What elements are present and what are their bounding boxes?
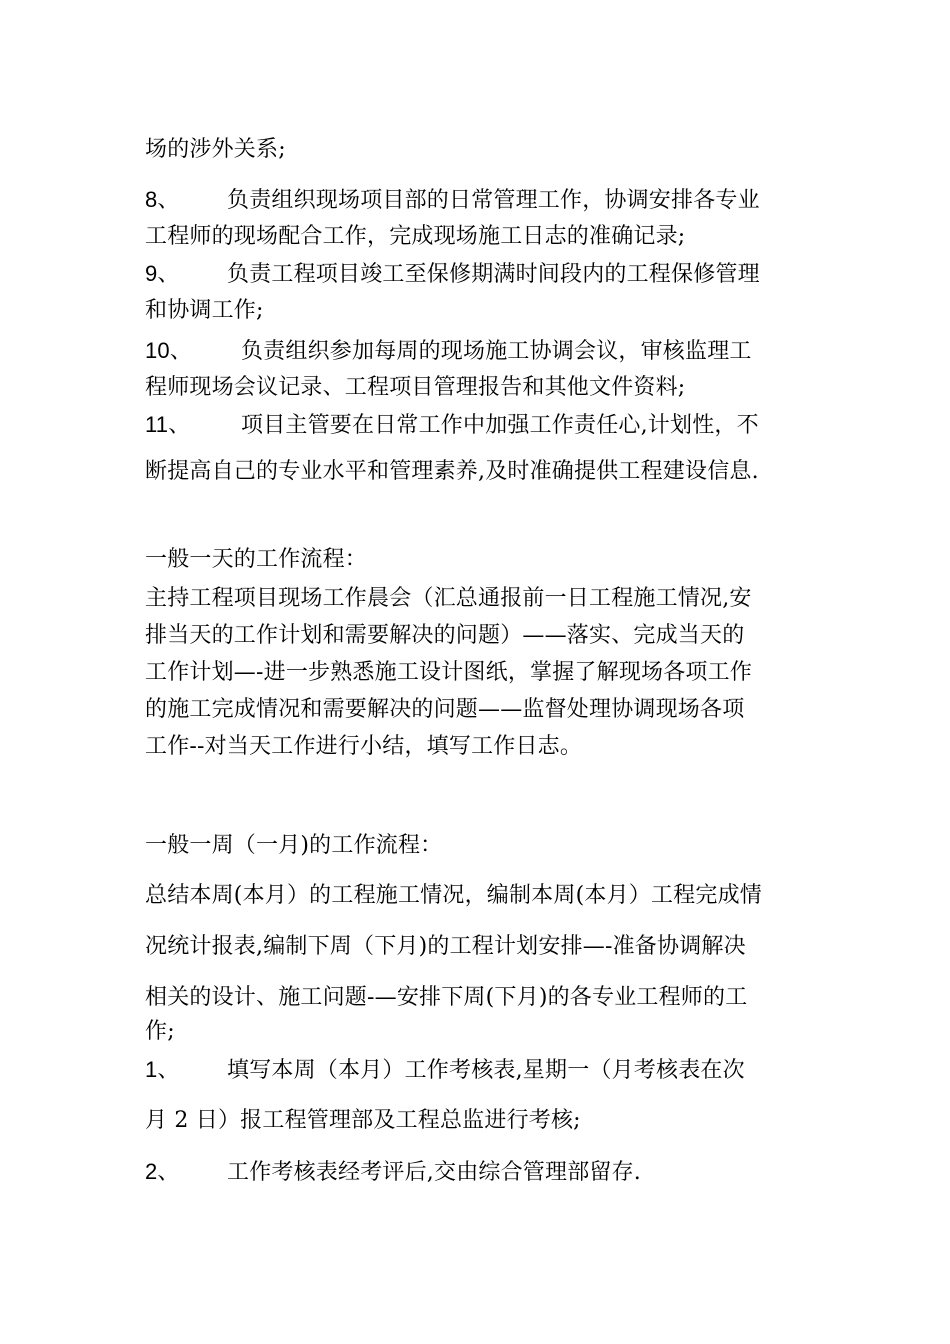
list-item-11-cont: 断提高自己的专业水平和管理素养,及时准确提供工程建设信息.: [145, 459, 759, 484]
daily-line-2: 排当天的工作计划和需要解决的问题）——落实、完成当天的: [145, 623, 745, 648]
item-number: 8、: [145, 187, 180, 212]
continuation-text: 场的涉外关系;: [145, 137, 286, 162]
daily-line-1: 主持工程项目现场工作晨会（汇总通报前一日工程施工情况,安: [145, 586, 752, 611]
item-number: 1、: [145, 1057, 180, 1082]
weekly-item-1-cont: 月 2 日）报工程管理部及工程总监进行考核;: [145, 1108, 581, 1133]
weekly-line-2: 况统计报表,编制下周（下月)的工程计划安排—-准备协调解决: [145, 934, 746, 959]
list-item-9: [145, 259, 760, 290]
item-text: 负责组织现场项目部的日常管理工作，协调安排各专业: [227, 188, 760, 213]
list-item-10-cont: 程师现场会议记录、工程项目管理报告和其他文件资料;: [145, 375, 686, 400]
item-text: 填写本周（本月）工作考核表,星期一（月考核表在次: [227, 1058, 745, 1083]
daily-line-5: 工作--对当天工作进行小结，填写工作日志。: [145, 734, 583, 759]
weekly-line-3: 相关的设计、施工问题-—安排下周(下月)的各专业工程师的工: [145, 985, 748, 1010]
item-number: 10、: [145, 338, 193, 363]
item-text: 负责工程项目竣工至保修期满时间段内的工程保修管理: [227, 262, 760, 287]
item-text: 负责组织参加每周的现场施工协调会议，审核监理工: [241, 339, 752, 364]
item-text: 项目主管要在日常工作中加强工作责任心,计划性，不: [241, 413, 759, 438]
list-item-9-cont: 和协调工作;: [145, 298, 264, 323]
list-item-8-cont: 工程师的现场配合工作，完成现场施工日志的准确记录;: [145, 224, 686, 249]
weekly-line-1: 总结本周(本月）的工程施工情况，编制本周(本月）工程完成情: [145, 883, 762, 908]
item-number: 9、: [145, 261, 180, 286]
item-number: 11、: [145, 412, 191, 437]
weekly-line-4: 作;: [145, 1019, 175, 1044]
item-text: 工作考核表经考评后,交由综合管理部留存.: [227, 1160, 641, 1185]
list-item-10: [145, 336, 752, 367]
daily-heading: 一般一天的工作流程：: [145, 547, 368, 572]
weekly-heading: 一般一周（一月)的工作流程：: [145, 833, 443, 858]
list-item-11: [145, 410, 759, 441]
item-number: 2、: [145, 1159, 180, 1184]
weekly-item-2: [145, 1157, 641, 1188]
weekly-item-1: [145, 1055, 745, 1086]
daily-line-3: 工作计划—-进一步熟悉施工设计图纸，掌握了解现场各项工作: [145, 660, 753, 685]
daily-line-4: 的施工完成情况和需要解决的问题——监督处理协调现场各项: [145, 697, 745, 722]
list-item-8: [145, 185, 760, 216]
